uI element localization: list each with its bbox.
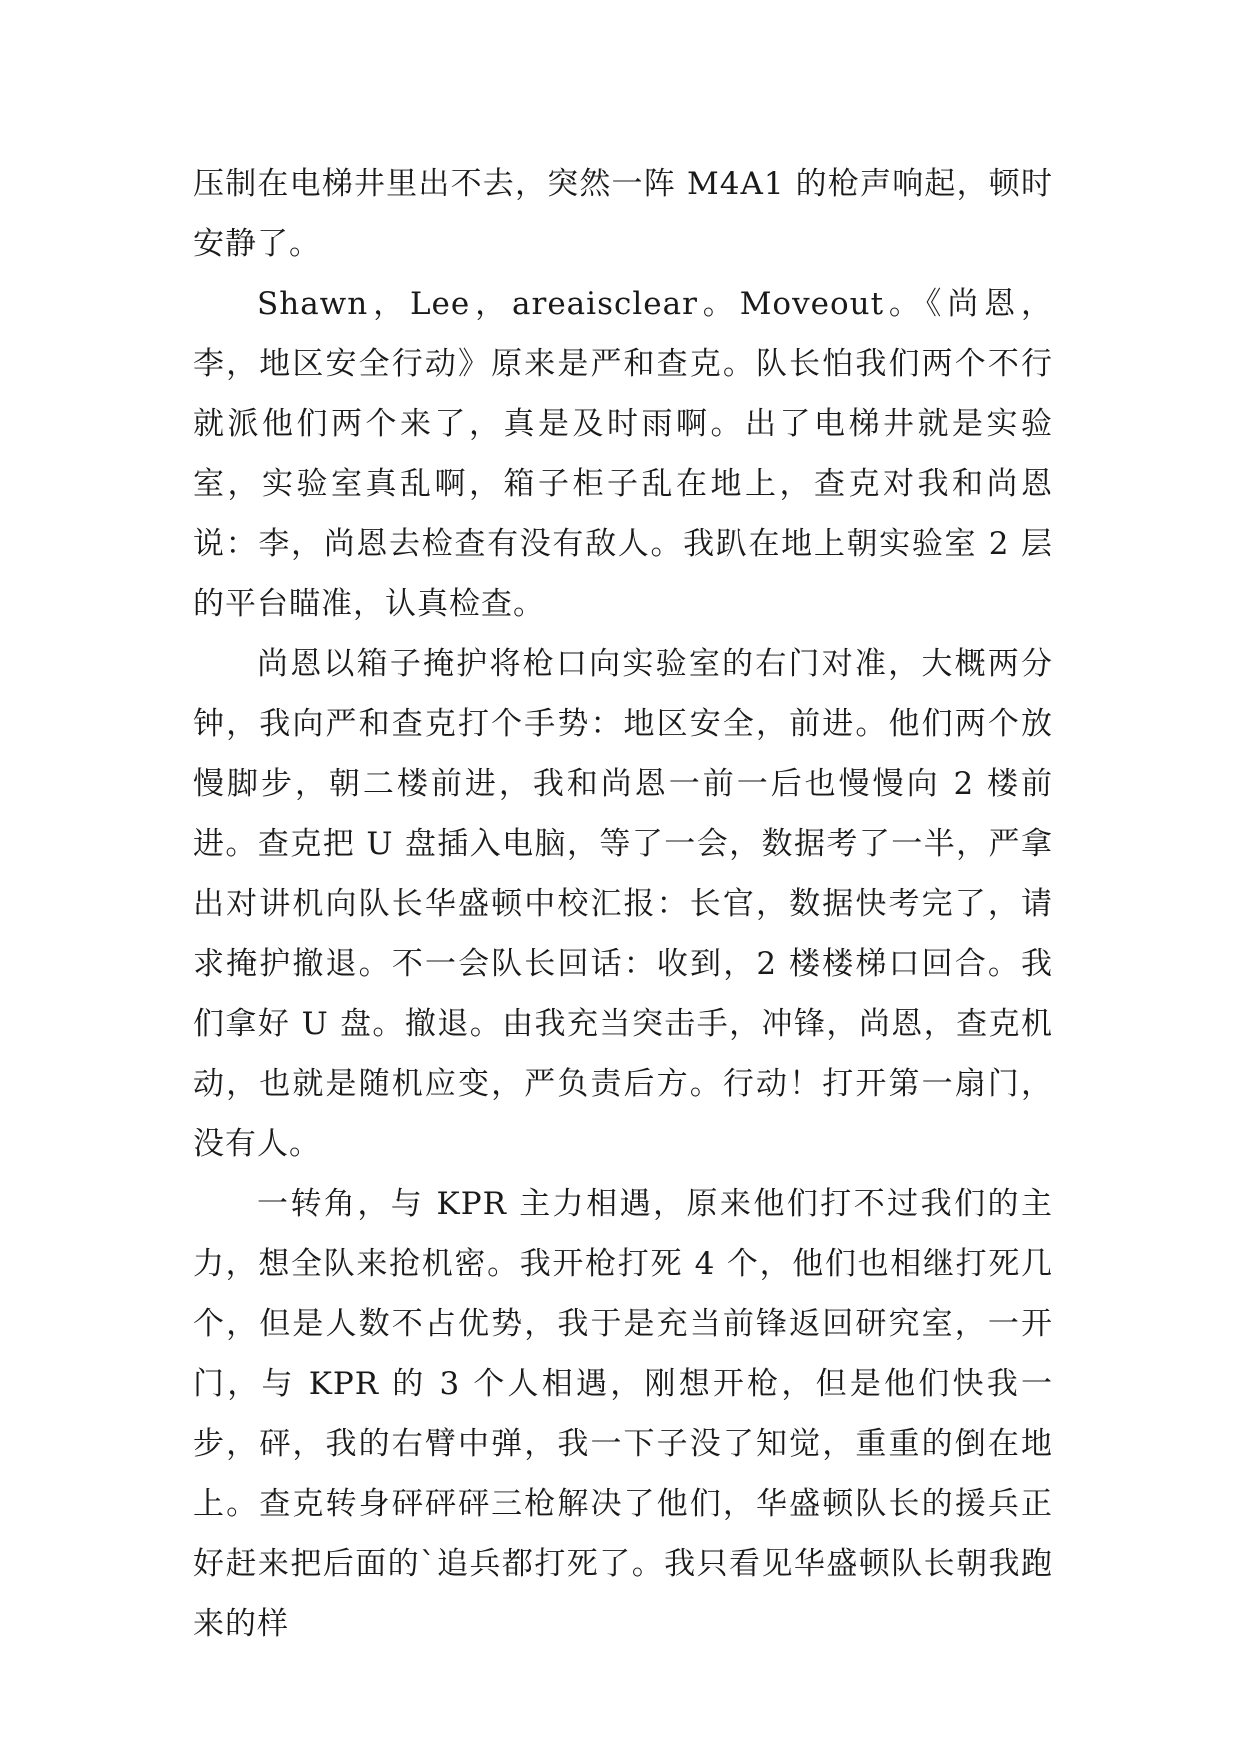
paragraph-1: 压制在电梯井里出不去，突然一阵 M4A1 的枪声响起，顿时安静了。 [193, 166, 1053, 262]
paragraph-4: 一转角，与 KPR 主力相遇，原来他们打不过我们的主力，想全队来抢机密。我开枪打死 4 个，他们也相继打死几个，但是人数不占优势，我于是充当前锋返回研究室，一开门，与 KPR 的 3 个人相遇，刚想开枪，但是他们快我一步，砰，我的右臂中弹，我一下子没了知觉，重重的倒在地上。查克转身砰砰砰三枪解决了他们，华盛顿队长的援兵正好赶来把后面的`追兵都打死了。我只看见华盛顿队长朝我跑来的样 [193, 1186, 1053, 1642]
paragraph-2: Shawn，Lee，areaisclear。Moveout。《尚恩，李，地区安全行动》原来是严和查克。队长怕我们两个不行就派他们两个来了，真是及时雨啊。出了电梯井就是实验室，实验室真乱啊，箱子柜子乱在地上，查克对我和尚恩说：李，尚恩去检查有没有敌人。我趴在地上朝实验室 2 层的平台瞄准，认真检查。 [193, 286, 1053, 622]
body-text [193, 154, 1053, 1654]
paragraph-3: 尚恩以箱子掩护将枪口向实验室的右门对准，大概两分钟，我向严和查克打个手势：地区安全，前进。他们两个放慢脚步，朝二楼前进，我和尚恩一前一后也慢慢向 2 楼前进。查克把 U 盘插入电脑，等了一会，数据考了一半，严拿出对讲机向队长华盛顿中校汇报：长官，数据快考完了，请求掩护撤退。不一会队长回话：收到，2 楼楼梯口回合。我们拿好 U 盘。撤退。由我充当突击手，冲锋，尚恩，查克机动，也就是随机应变，严负责后方。行动！打开第一扇门，没有人。 [193, 646, 1053, 1162]
